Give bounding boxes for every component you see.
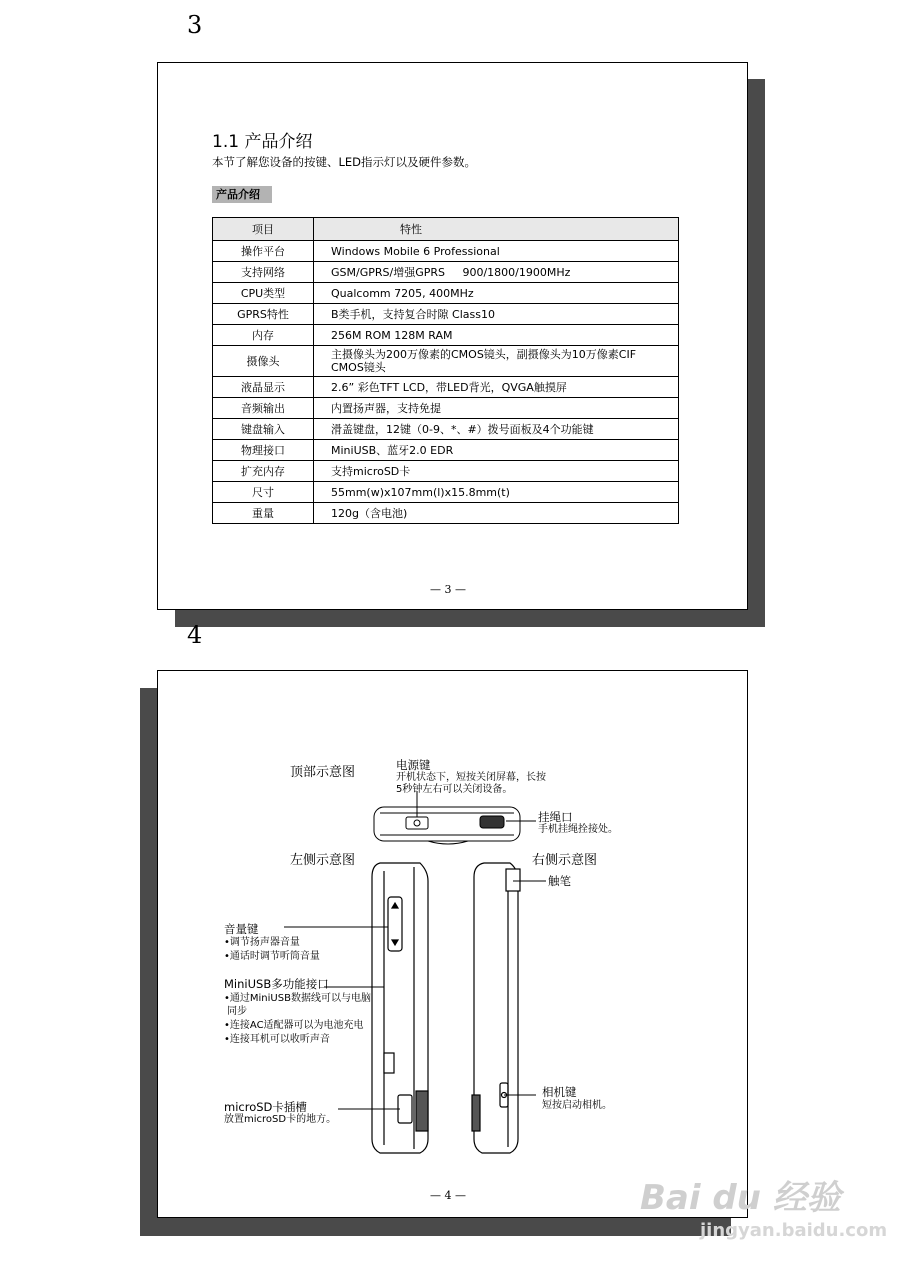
- leader-lines: [284, 791, 546, 1109]
- top-view-device: [374, 807, 520, 844]
- table-row: [213, 304, 679, 325]
- row-value: Qualcomm 7205, 400MHz: [314, 283, 679, 304]
- miniusb-desc-3: •连接AC适配器可以为电池充电: [224, 1020, 364, 1031]
- row-value: GSM/GPRS/增强GPRS 900/1800/1900MHz: [314, 262, 679, 283]
- right-view-label: 右侧示意图: [532, 853, 598, 868]
- table-row: [213, 440, 679, 461]
- section-title: 1.1 产品介绍: [212, 132, 313, 152]
- row-value: 120g（含电池): [314, 503, 679, 524]
- row-key: 摄像头: [213, 346, 314, 377]
- miniusb-desc-2: 同步: [224, 1006, 248, 1017]
- row-key: CPU类型: [213, 283, 314, 304]
- row-value: 256M ROM 128M RAM: [314, 325, 679, 346]
- table-row: [213, 503, 679, 524]
- row-value: 滑盖键盘，12键（0-9、*、#）拨号面板及4个功能键: [314, 419, 679, 440]
- row-key: 物理接口: [213, 440, 314, 461]
- power-icon: [414, 820, 420, 826]
- baidu-watermark-url: jingyan.baidu.com: [700, 1220, 888, 1241]
- table-row: [213, 398, 679, 419]
- table-row: [213, 325, 679, 346]
- table-row: [213, 241, 679, 262]
- row-value: 支持microSD卡: [314, 461, 679, 482]
- row-value: 内置扬声器，支持免提: [314, 398, 679, 419]
- spec-table: [212, 217, 679, 524]
- camera-key-desc: 短按启动相机。: [542, 1100, 612, 1111]
- table-header-row: [213, 218, 679, 241]
- camera-key-title: 相机键: [542, 1085, 577, 1099]
- section-description: 本节了解您设备的按键、LED指示灯以及硬件参数。: [212, 155, 477, 169]
- row-key: 液晶显示: [213, 377, 314, 398]
- strap-desc: 手机挂绳拴接处。: [538, 824, 618, 835]
- page-footer-3: — 3 —: [430, 583, 466, 596]
- page-4-card: [157, 670, 748, 1218]
- row-key: 扩充内存: [213, 461, 314, 482]
- row-key: 支持网络: [213, 262, 314, 283]
- row-value: 主摄像头为200万像素的CMOS镜头，副摄像头为10万像素CIF CMOS镜头: [314, 346, 679, 377]
- row-key: 音频输出: [213, 398, 314, 419]
- power-key-desc-2: 5秒钟左右可以关闭设备。: [396, 784, 513, 795]
- table-row: [213, 283, 679, 304]
- page-number-3: 3: [187, 11, 203, 39]
- row-value: 55mm(w)x107mm(l)x15.8mm(t): [314, 482, 679, 503]
- table-row: [213, 346, 679, 377]
- row-key: 重量: [213, 503, 314, 524]
- row-value: MiniUSB、蓝牙2.0 EDR: [314, 440, 679, 461]
- baidu-watermark-logo: Bai du 经验: [640, 1178, 841, 1218]
- row-value: Windows Mobile 6 Professional: [314, 241, 679, 262]
- miniusb-desc-1: •通过MiniUSB数据线可以与电脑: [224, 993, 371, 1004]
- volume-desc-2: •通话时调节听筒音量: [224, 951, 320, 962]
- left-view-label: 左侧示意图: [290, 853, 356, 868]
- section-tag: 产品介绍: [212, 186, 272, 203]
- header-item: 项目: [213, 218, 314, 241]
- row-key: 尺寸: [213, 482, 314, 503]
- miniusb-desc-4: •连接耳机可以收听声音: [224, 1034, 330, 1045]
- page-number-4: 4: [187, 621, 203, 649]
- volume-title: 音量键: [224, 922, 259, 936]
- row-key: GPRS特性: [213, 304, 314, 325]
- table-row: [213, 461, 679, 482]
- table-row: [213, 377, 679, 398]
- stylus-label: 触笔: [548, 874, 571, 888]
- row-value: B类手机，支持复合时隙 Class10: [314, 304, 679, 325]
- page-3-card: [157, 62, 748, 610]
- table-row: [213, 419, 679, 440]
- top-view-label: 顶部示意图: [290, 765, 356, 780]
- row-key: 键盘输入: [213, 419, 314, 440]
- row-key: 内存: [213, 325, 314, 346]
- volume-desc-1: •调节扬声器音量: [224, 937, 300, 948]
- table-row: [213, 482, 679, 503]
- row-key: 操作平台: [213, 241, 314, 262]
- microsd-desc: 放置microSD卡的地方。: [224, 1114, 337, 1125]
- power-key-title: 电源键: [396, 758, 431, 772]
- miniusb-title: MiniUSB多功能接口: [224, 977, 329, 991]
- right-view-device: [472, 863, 520, 1153]
- table-row: [213, 262, 679, 283]
- strap-title: 挂绳口: [538, 810, 573, 824]
- power-key-desc-1: 开机状态下，短按关闭屏幕，长按: [396, 772, 546, 783]
- page-footer-4: — 4 —: [430, 1189, 466, 1202]
- row-value: 2.6” 彩色TFT LCD，带LED背光，QVGA触摸屏: [314, 377, 679, 398]
- microsd-title: microSD卡插槽: [224, 1100, 307, 1114]
- header-feature: 特性: [314, 218, 679, 241]
